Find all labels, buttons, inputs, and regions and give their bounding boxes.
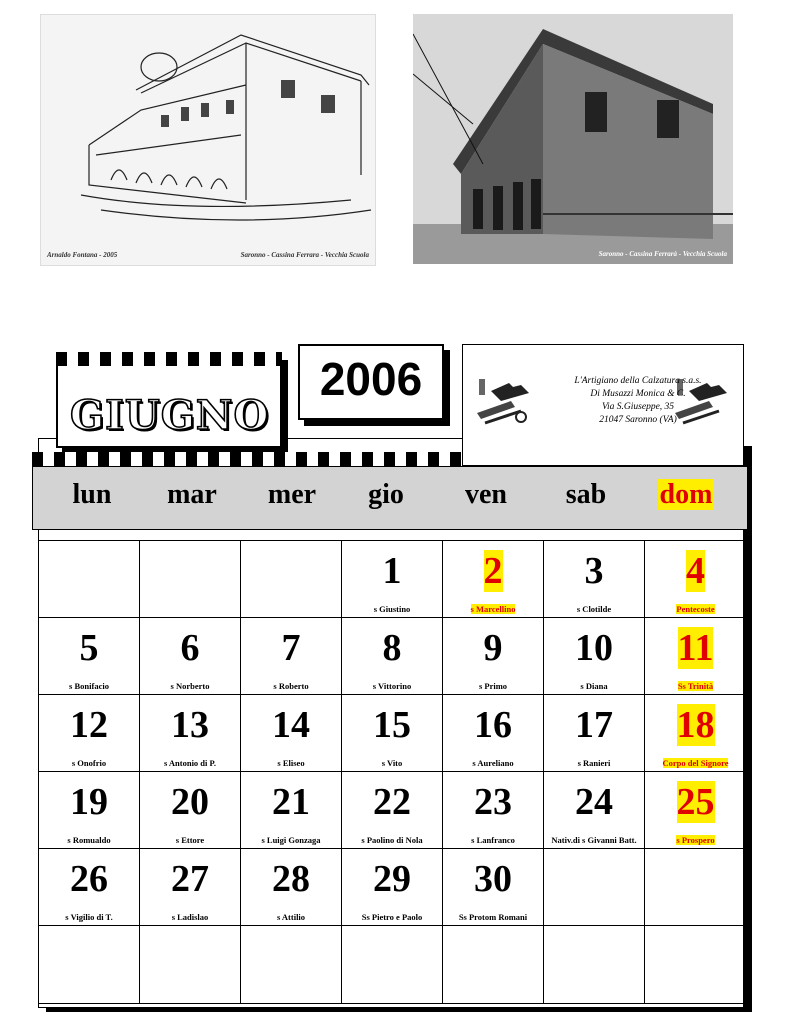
day-cell	[342, 849, 443, 926]
day-cell	[39, 541, 140, 618]
day-cell	[342, 541, 443, 618]
day-number: 6	[180, 627, 200, 669]
day-cell	[39, 772, 140, 849]
sketch-image	[40, 14, 376, 266]
day-cell	[544, 772, 645, 849]
day-cell	[140, 926, 241, 1003]
day-number: 19	[70, 781, 108, 823]
sketch-artist-caption: Arnaldo Fontana - 2005	[47, 251, 118, 259]
weekday-sab: sab	[565, 479, 607, 510]
weekday-mer: mer	[267, 479, 317, 510]
day-cell	[544, 849, 645, 926]
day-cell	[544, 695, 645, 772]
day-number: 8	[382, 627, 402, 669]
saint-name: s Romualdo	[67, 835, 111, 845]
saint-name: s Prospero	[676, 835, 715, 845]
day-cell	[241, 926, 342, 1003]
checker-strip-bottom	[32, 452, 462, 466]
saint-name: s Marcellino	[470, 604, 516, 614]
day-number: 26	[70, 858, 108, 900]
day-cell	[140, 695, 241, 772]
saint-name: s Aureliano	[472, 758, 514, 768]
saint-name: s Ranieri	[577, 758, 611, 768]
day-cell	[241, 618, 342, 695]
sponsor-text	[543, 375, 733, 427]
day-cell	[241, 541, 342, 618]
checker-strip-top	[56, 352, 282, 366]
sketch-place-caption: Saronno - Cassina Ferrara - Vecchia Scuola	[240, 251, 369, 259]
day-number: 21	[272, 781, 310, 823]
day-number: 15	[373, 704, 411, 746]
calendar-grid	[38, 540, 744, 1004]
day-number: 29	[373, 858, 411, 900]
day-cell	[241, 695, 342, 772]
saint-name: s Diana	[580, 681, 608, 691]
day-number: 27	[171, 858, 209, 900]
day-cell	[342, 926, 443, 1003]
saint-name: s Ladislao	[171, 912, 209, 922]
saint-name: s Paolino di Nola	[361, 835, 423, 845]
day-cell	[645, 926, 746, 1003]
day-cell	[544, 541, 645, 618]
building-photo	[413, 14, 733, 264]
saint-name: s Clotilde	[576, 604, 612, 614]
day-number: 2	[483, 550, 503, 592]
day-number: 25	[676, 781, 715, 823]
day-number: 7	[281, 627, 301, 669]
day-cell	[645, 772, 746, 849]
sponsor-owner: Di Musazzi Monica & C.	[590, 389, 686, 399]
saint-name: s Luigi Gonzaga	[261, 835, 321, 845]
saint-name: s Vito	[381, 758, 403, 768]
day-number: 17	[575, 704, 613, 746]
day-cell	[645, 849, 746, 926]
day-cell	[342, 772, 443, 849]
day-cell	[241, 772, 342, 849]
day-number: 4	[686, 550, 705, 592]
saint-name: s Ettore	[175, 835, 205, 845]
day-number: 22	[373, 781, 411, 823]
day-number: 3	[584, 550, 604, 592]
day-cell	[443, 618, 544, 695]
day-number: 5	[79, 627, 99, 669]
sponsor-street: Via S.Giuseppe, 35	[601, 402, 675, 412]
day-cell	[443, 695, 544, 772]
day-cell	[140, 618, 241, 695]
day-cell	[544, 926, 645, 1003]
saint-name: s Roberto	[273, 681, 309, 691]
saint-name: s Vigilio di T.	[65, 912, 113, 922]
day-cell	[645, 541, 746, 618]
sponsor-city: 21047 Saronno (VA)	[599, 415, 677, 425]
weekday-gio: gio	[368, 479, 404, 510]
weekday-dom: dom	[659, 479, 713, 510]
day-cell	[544, 618, 645, 695]
day-cell	[645, 695, 746, 772]
day-number: 9	[483, 627, 503, 669]
day-cell	[645, 618, 746, 695]
day-number: 28	[272, 858, 310, 900]
day-cell	[39, 926, 140, 1003]
day-cell	[342, 695, 443, 772]
day-cell	[241, 849, 342, 926]
day-number: 1	[382, 550, 402, 592]
day-cell	[140, 772, 241, 849]
day-cell	[443, 772, 544, 849]
saint-name: Corpo del Signore	[662, 758, 729, 768]
sponsor-box	[462, 344, 744, 466]
saint-name: s Primo	[478, 681, 508, 691]
saint-name: s Lanfranco	[471, 835, 515, 845]
saint-name: s Antonio di P.	[163, 758, 217, 768]
building-photo-art	[413, 14, 733, 264]
day-cell	[443, 926, 544, 1003]
day-cell	[39, 849, 140, 926]
weekday-ven: ven	[465, 479, 507, 510]
day-cell	[39, 618, 140, 695]
day-cell	[443, 849, 544, 926]
weekday-lun: lun	[72, 479, 112, 510]
photo-caption: Saronno - Cassina Ferrarà - Vecchia Scuola	[598, 250, 727, 258]
saint-name: Ss Protom Romani	[458, 912, 528, 922]
day-cell	[39, 695, 140, 772]
saint-name: Nativ.di s Givanni Batt.	[551, 835, 637, 845]
day-number: 11	[677, 627, 714, 669]
day-number: 16	[474, 704, 512, 746]
day-cell	[140, 849, 241, 926]
weekday-mar: mar	[167, 479, 217, 510]
saint-name: s Eliseo	[277, 758, 305, 768]
saint-name: s Onofrio	[71, 758, 107, 768]
day-number: 30	[474, 858, 512, 900]
saint-name: Ss Trinità	[677, 681, 714, 691]
shoemaker-tools-icon	[471, 373, 537, 429]
saint-name: Ss Pietro e Paolo	[361, 912, 423, 922]
day-number: 20	[171, 781, 209, 823]
day-number: 18	[676, 704, 715, 746]
day-number: 12	[70, 704, 108, 746]
sponsor-name: L'Artigiano della Calzatura s.a.s.	[574, 376, 702, 386]
day-number: 24	[575, 781, 613, 823]
day-cell	[443, 541, 544, 618]
building-sketch	[41, 15, 375, 265]
day-number: 10	[575, 627, 613, 669]
saint-name: s Giustino	[373, 604, 411, 614]
month-title: GIUGNO	[70, 392, 270, 439]
saint-name: s Vittorino	[372, 681, 412, 691]
day-cell	[342, 618, 443, 695]
day-cell	[140, 541, 241, 618]
day-number: 14	[272, 704, 310, 746]
saint-name: s Norberto	[170, 681, 210, 691]
year-label: 2006	[319, 353, 423, 405]
saint-name: s Bonifacio	[69, 681, 109, 691]
day-number: 23	[474, 781, 512, 823]
saint-name: Pentecoste	[676, 604, 715, 614]
saint-name: s Attilio	[276, 912, 306, 922]
day-number: 13	[171, 704, 209, 746]
